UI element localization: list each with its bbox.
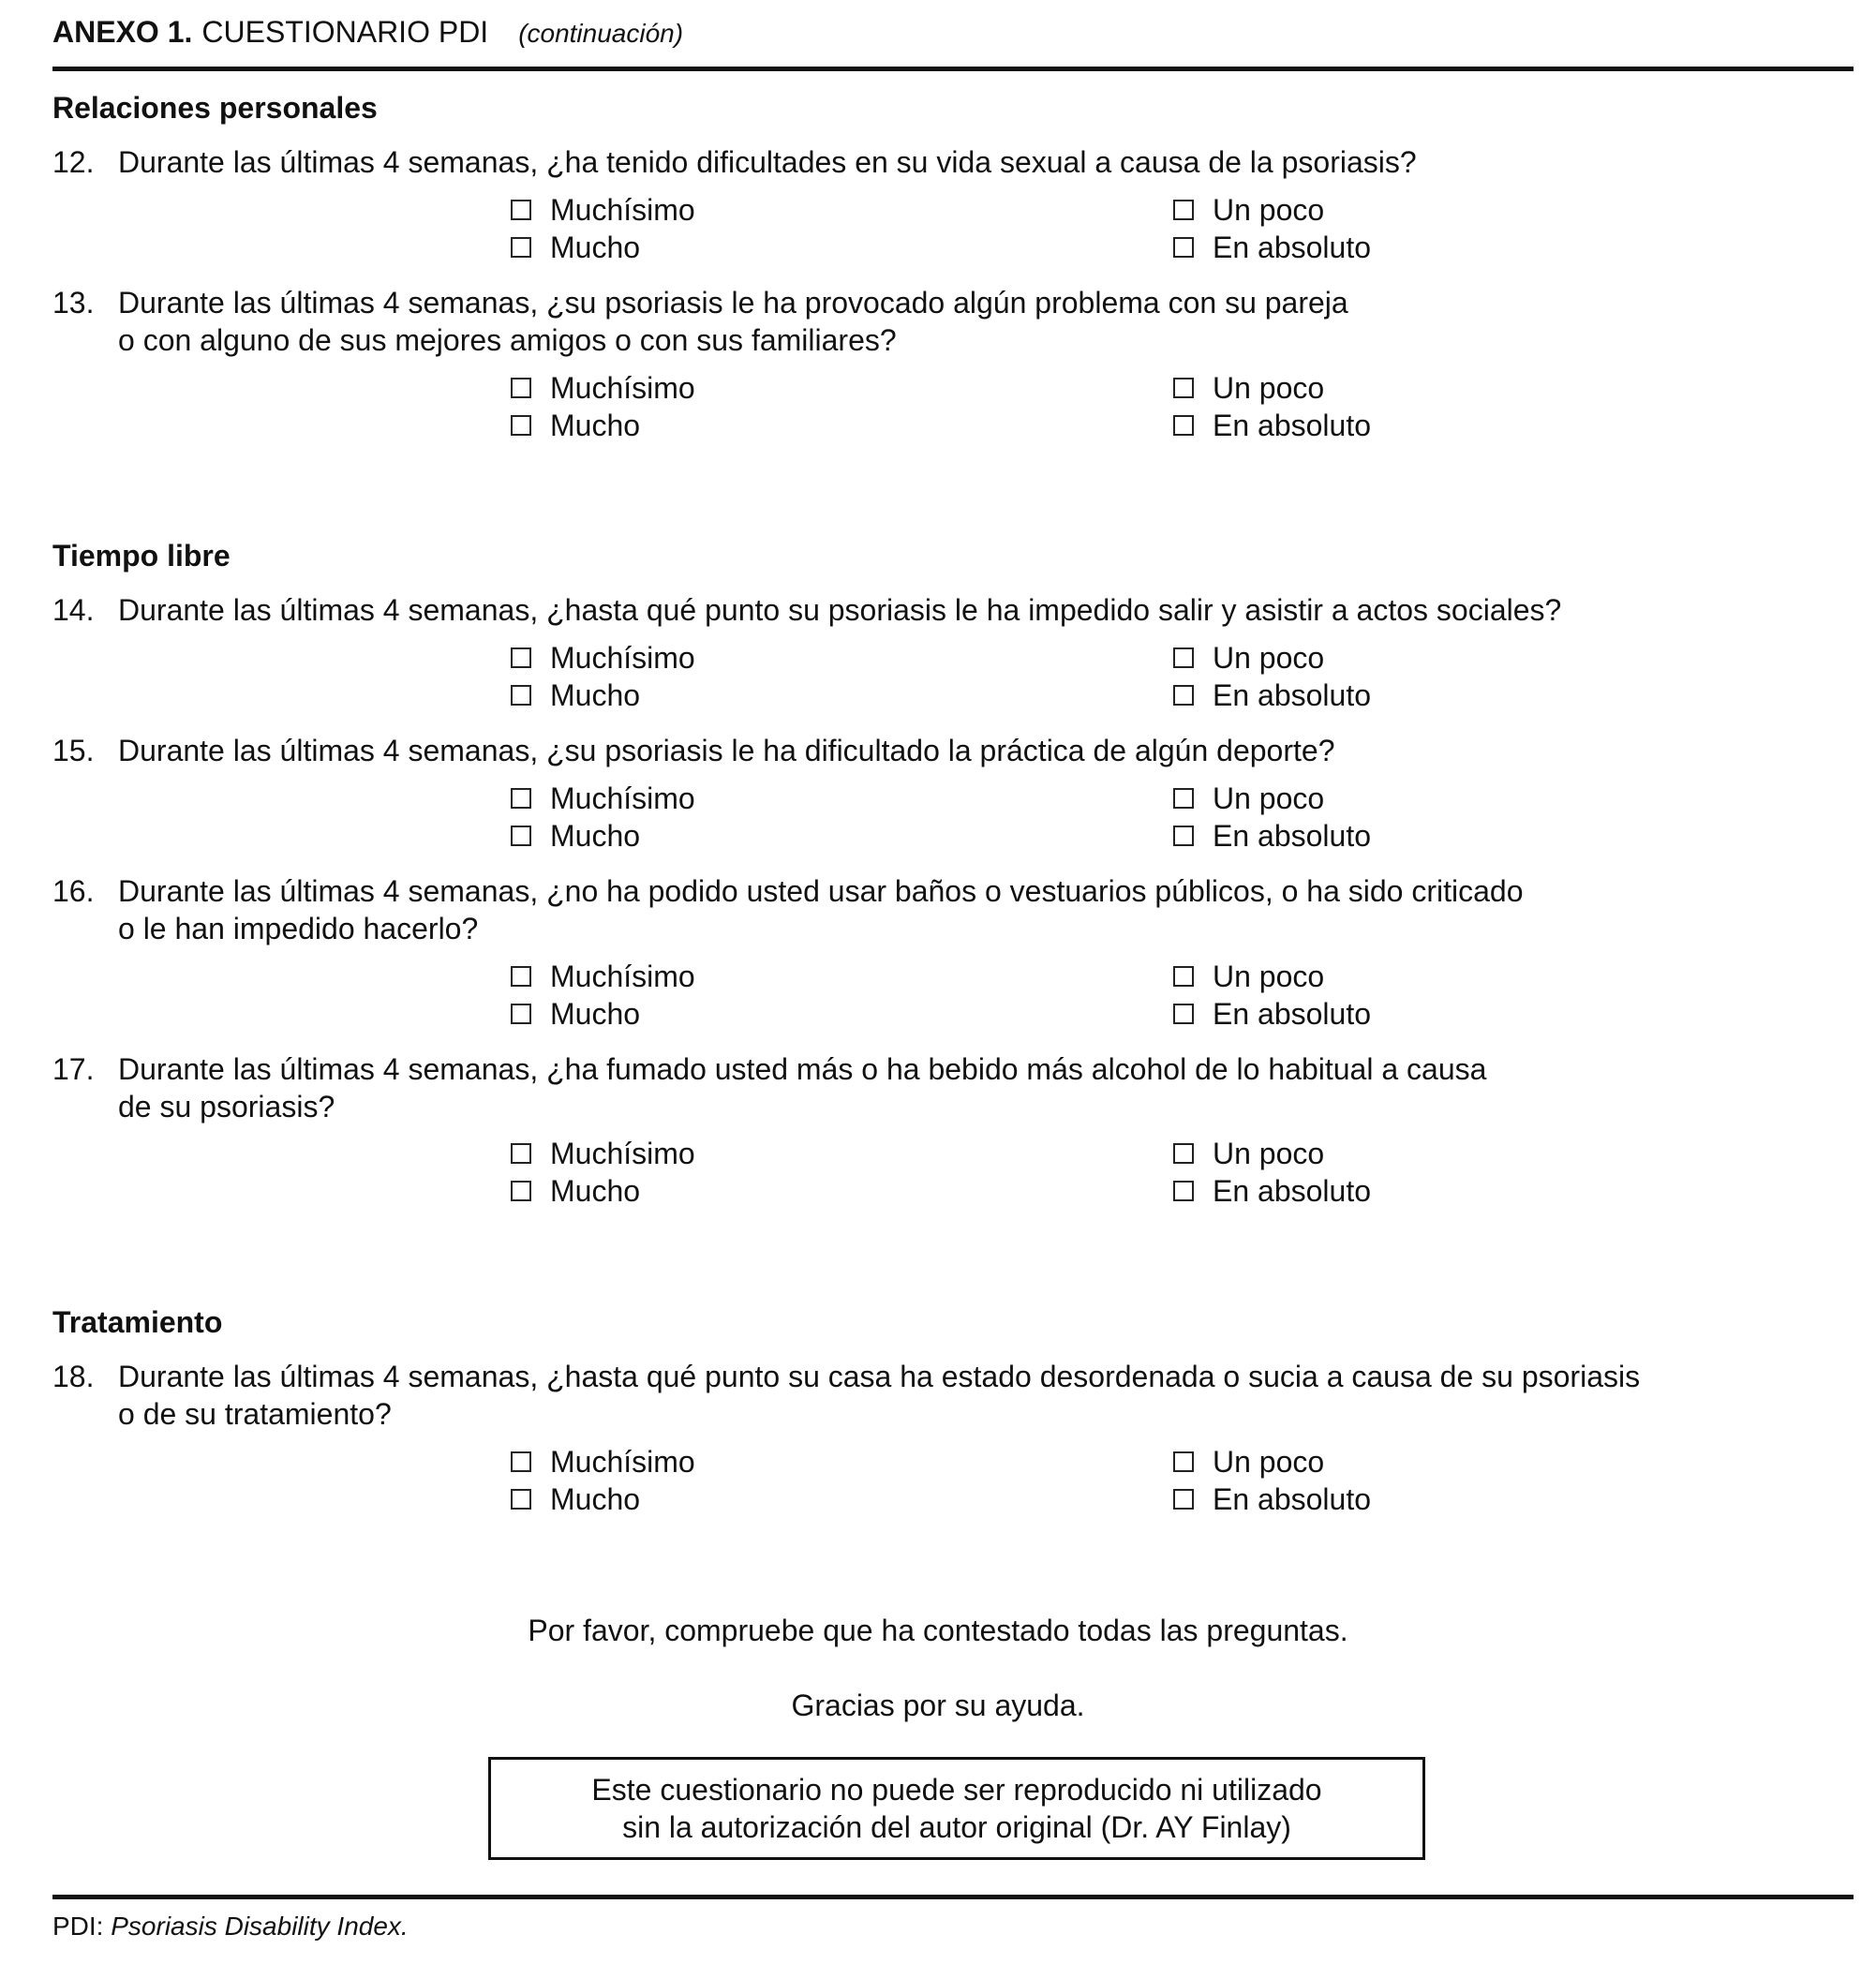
q16-option-mucho[interactable]: Mucho xyxy=(511,995,640,1033)
checkbox[interactable] xyxy=(511,966,531,987)
checkbox[interactable] xyxy=(511,685,531,706)
checkbox[interactable] xyxy=(1173,1004,1194,1024)
q15-option-mucho[interactable]: Mucho xyxy=(511,817,640,855)
checkbox[interactable] xyxy=(1173,378,1194,398)
question-18-number: 18. xyxy=(52,1360,95,1393)
question-13-number: 13. xyxy=(52,286,95,320)
q18-option-en-absoluto[interactable]: En absoluto xyxy=(1173,1480,1371,1518)
notice-line-1: Este cuestionario no puede ser reproducido ni utilizado xyxy=(591,1773,1322,1807)
q12-option-en-absoluto[interactable]: En absoluto xyxy=(1173,229,1371,266)
q13-option-en-absoluto[interactable]: En absoluto xyxy=(1173,407,1371,444)
checkbox[interactable] xyxy=(1173,788,1194,809)
thanks-message: Gracias por su ayuda. xyxy=(791,1689,1085,1722)
question-14-text: Durante las últimas 4 semanas, ¿hasta qué punto su psoriasis le ha impedido salir y asistir a actos sociales? xyxy=(118,593,1562,627)
q17-option-muchisimo[interactable]: Muchísimo xyxy=(511,1135,695,1172)
annex-label: ANEXO 1. xyxy=(52,15,193,49)
continuation-note: (continuación) xyxy=(518,19,684,48)
q13-option-mucho[interactable]: Mucho xyxy=(511,407,640,444)
checkbox[interactable] xyxy=(1173,237,1194,258)
question-12-text: Durante las últimas 4 semanas, ¿ha tenido dificultades en su vida sexual a causa de la psoriasis? xyxy=(118,145,1417,179)
checkbox[interactable] xyxy=(1173,685,1194,706)
q16-option-muchisimo[interactable]: Muchísimo xyxy=(511,958,695,995)
notice-line-2: sin la autorización del autor original (Dr. AY Finlay) xyxy=(622,1810,1291,1844)
checkbox[interactable] xyxy=(1173,966,1194,987)
q14-option-mucho[interactable]: Mucho xyxy=(511,677,640,714)
checkbox[interactable] xyxy=(511,415,531,436)
checkbox[interactable] xyxy=(511,237,531,258)
q13-option-un-poco[interactable]: Un poco xyxy=(1173,369,1324,407)
question-17-number: 17. xyxy=(52,1052,95,1086)
checkbox[interactable] xyxy=(1173,1451,1194,1472)
copyright-notice xyxy=(488,1757,1425,1860)
q18-option-mucho[interactable]: Mucho xyxy=(511,1480,640,1518)
q12-option-muchisimo[interactable]: Muchísimo xyxy=(511,191,695,229)
section-relaciones-personales: Relaciones personales xyxy=(52,91,378,125)
q15-option-muchisimo[interactable]: Muchísimo xyxy=(511,780,695,817)
question-17-text: Durante las últimas 4 semanas, ¿ha fumado usted más o ha bebido más alcohol de lo habitual a causa de su psoriasis? xyxy=(118,1052,1487,1123)
section-tiempo-libre: Tiempo libre xyxy=(52,539,231,573)
checkbox[interactable] xyxy=(511,647,531,668)
question-13-text: Durante las últimas 4 semanas, ¿su psoriasis le ha provocado algún problema con su pareja o con alguno de sus mejores amigos o con sus familiares? xyxy=(118,286,1348,357)
question-18-text: Durante las últimas 4 semanas, ¿hasta qué punto su casa ha estado desordenada o sucia a causa de su psoriasis o de su tratamiento? xyxy=(118,1360,1641,1431)
q15-option-en-absoluto[interactable]: En absoluto xyxy=(1173,817,1371,855)
q17-option-mucho[interactable]: Mucho xyxy=(511,1172,640,1210)
check-answers-message: Por favor, compruebe que ha contestado todas las preguntas. xyxy=(528,1614,1348,1647)
q13-option-muchisimo[interactable]: Muchísimo xyxy=(511,369,695,407)
question-16-number: 16. xyxy=(52,874,95,908)
checkbox[interactable] xyxy=(1173,415,1194,436)
q18-option-muchisimo[interactable]: Muchísimo xyxy=(511,1443,695,1480)
question-12-number: 12. xyxy=(52,145,95,179)
checkbox[interactable] xyxy=(511,1004,531,1024)
q14-option-un-poco[interactable]: Un poco xyxy=(1173,639,1324,677)
checkbox[interactable] xyxy=(1173,647,1194,668)
section-tratamiento: Tratamiento xyxy=(52,1305,223,1339)
question-15-text: Durante las últimas 4 semanas, ¿su psoriasis le ha dificultado la práctica de algún deporte? xyxy=(118,734,1335,767)
question-14-number: 14. xyxy=(52,593,95,627)
q17-option-un-poco[interactable]: Un poco xyxy=(1173,1135,1324,1172)
checkbox[interactable] xyxy=(511,200,531,220)
questionnaire-title: CUESTIONARIO PDI xyxy=(201,15,489,49)
top-divider xyxy=(52,67,1854,71)
checkbox[interactable] xyxy=(1173,826,1194,846)
q15-option-un-poco[interactable]: Un poco xyxy=(1173,780,1324,817)
footnote-expansion: Psoriasis Disability Index. xyxy=(111,1912,409,1941)
checkbox[interactable] xyxy=(1173,1143,1194,1164)
page-header xyxy=(52,11,683,54)
q14-option-en-absoluto[interactable]: En absoluto xyxy=(1173,677,1371,714)
checkbox[interactable] xyxy=(1173,200,1194,220)
checkbox[interactable] xyxy=(511,1451,531,1472)
checkbox[interactable] xyxy=(511,1489,531,1510)
checkbox[interactable] xyxy=(1173,1181,1194,1201)
question-16-text: Durante las últimas 4 semanas, ¿no ha podido usted usar baños o vestuarios públicos, o ha sido criticado o le han impedido hacerlo? xyxy=(118,874,1524,945)
q12-option-mucho[interactable]: Mucho xyxy=(511,229,640,266)
q16-option-un-poco[interactable]: Un poco xyxy=(1173,958,1324,995)
checkbox[interactable] xyxy=(511,788,531,809)
q12-option-un-poco[interactable]: Un poco xyxy=(1173,191,1324,229)
checkbox[interactable] xyxy=(511,826,531,846)
question-15-number: 15. xyxy=(52,734,95,767)
q18-option-un-poco[interactable]: Un poco xyxy=(1173,1443,1324,1480)
checkbox[interactable] xyxy=(511,378,531,398)
checkbox[interactable] xyxy=(511,1181,531,1201)
footnote-abbreviation: PDI: xyxy=(52,1912,104,1941)
q17-option-en-absoluto[interactable]: En absoluto xyxy=(1173,1172,1371,1210)
q14-option-muchisimo[interactable]: Muchísimo xyxy=(511,639,695,677)
footnote xyxy=(52,1908,409,1945)
bottom-divider xyxy=(52,1895,1854,1899)
checkbox[interactable] xyxy=(511,1143,531,1164)
q16-option-en-absoluto[interactable]: En absoluto xyxy=(1173,995,1371,1033)
checkbox[interactable] xyxy=(1173,1489,1194,1510)
